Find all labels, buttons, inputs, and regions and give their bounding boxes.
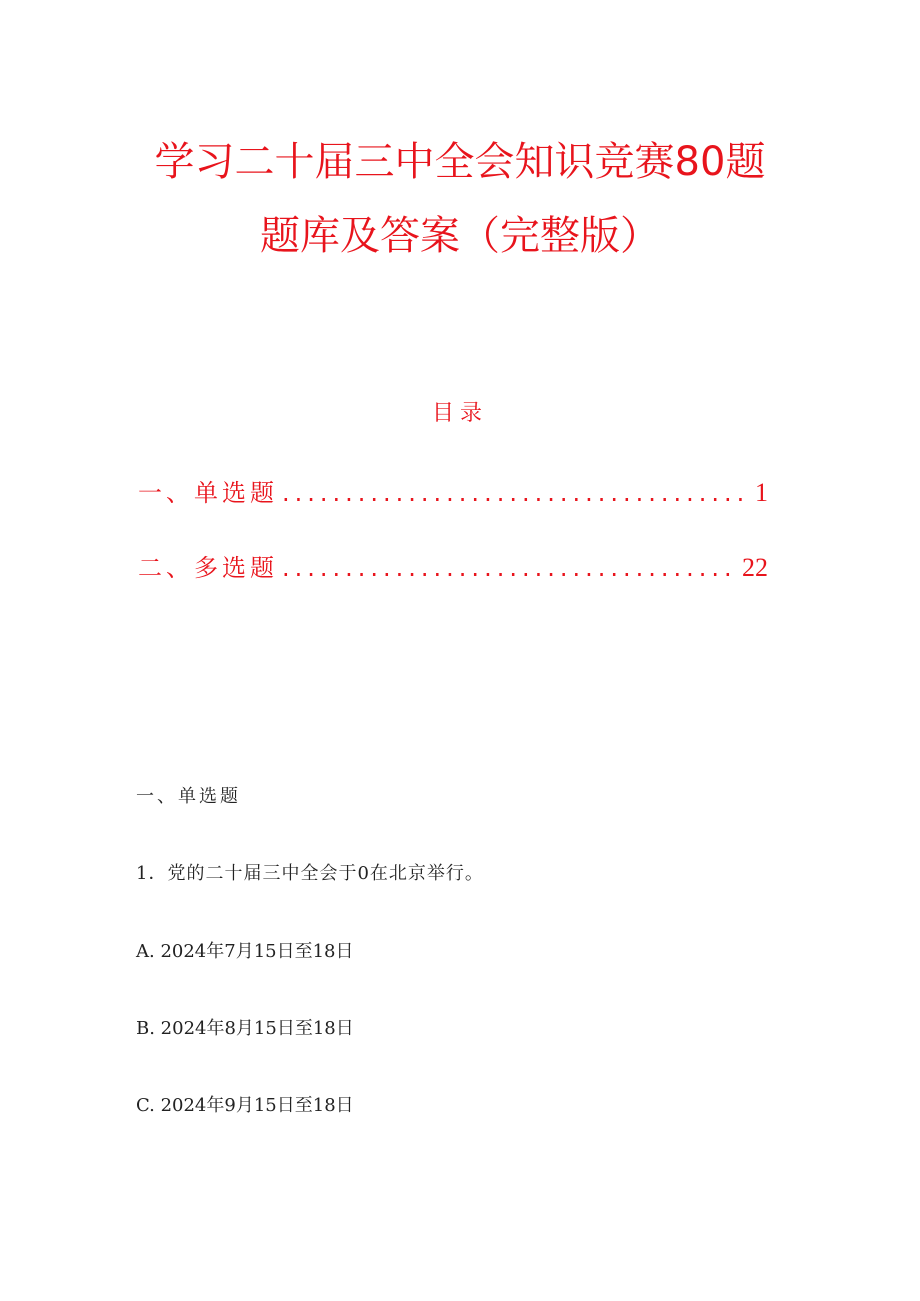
- toc-entry-multiple-choice[interactable]: [138, 553, 768, 583]
- toc-entry-label: 一、单选题: [138, 479, 278, 507]
- toc-entry-page-number: 22: [742, 553, 768, 582]
- answer-option-a: A. 2024年7月15日至18日: [136, 941, 354, 962]
- answer-option-b: B. 2024年8月15日至18日: [136, 1018, 354, 1039]
- toc-leader-dots: [282, 553, 738, 583]
- document-title-line-2: 题库及答案（完整版）: [260, 213, 660, 259]
- answer-option-c: C. 2024年9月15日至18日: [136, 1095, 354, 1116]
- section-heading: 一、单选题: [136, 786, 241, 807]
- toc-entry-single-choice[interactable]: [138, 478, 768, 508]
- question-text: 1．党的二十届三中全会于0在北京举行。: [136, 863, 484, 884]
- toc-heading: 目录: [431, 401, 488, 426]
- document-title-line-1: 学习二十届三中全会知识竞赛80题: [154, 139, 766, 185]
- toc-leader-dots: [282, 478, 751, 508]
- toc-entry-page-number: 1: [755, 478, 768, 507]
- toc-entry-label: 二、多选题: [138, 554, 278, 582]
